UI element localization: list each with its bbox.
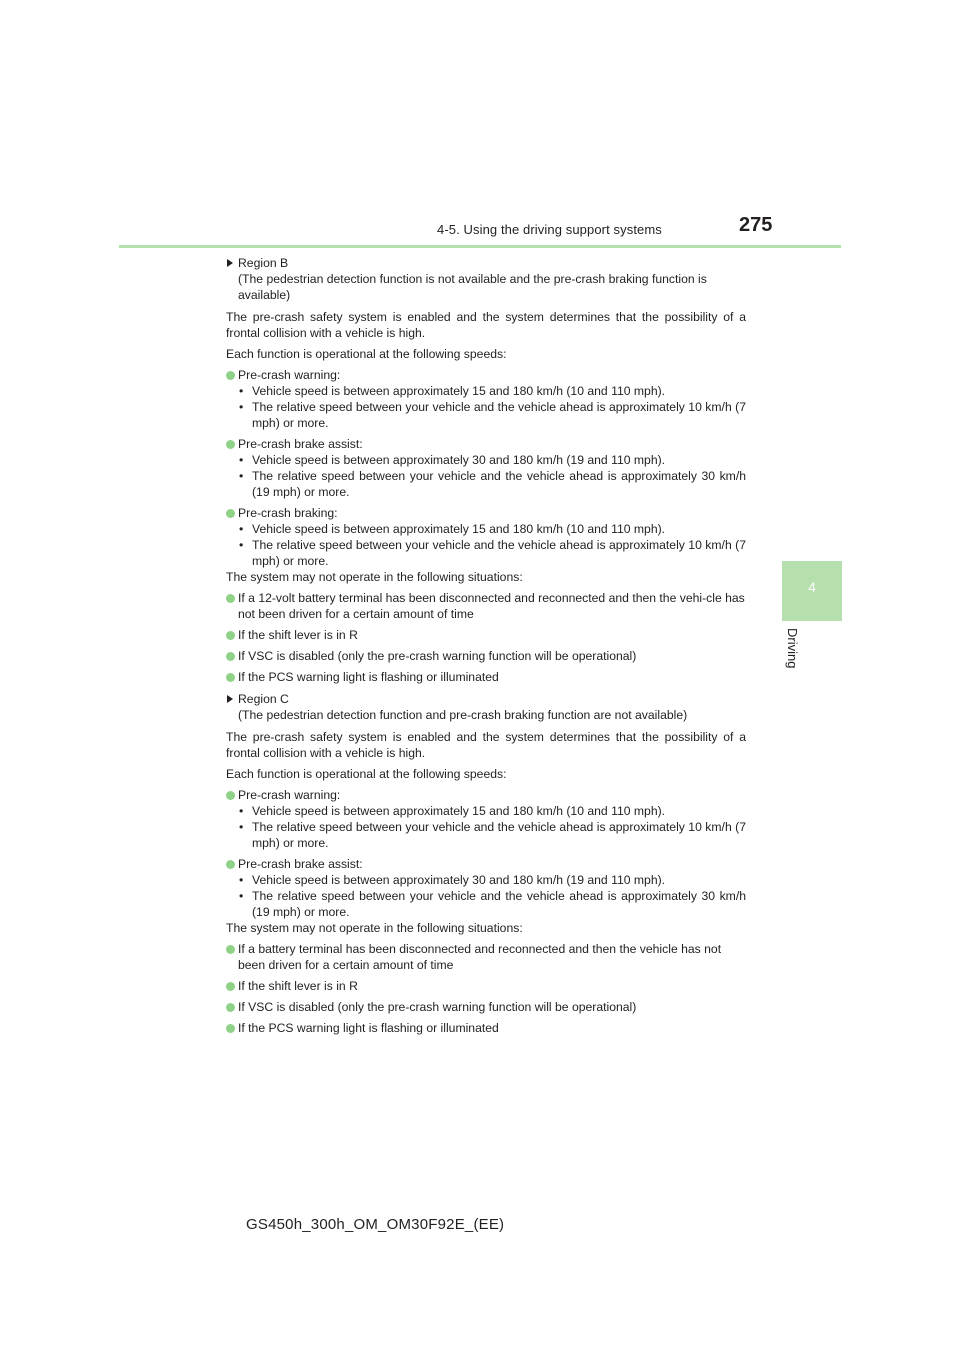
list-item	[226, 505, 746, 521]
sub-list-item: • The relative speed between your vehicle and the vehicle ahead is approximately 10 km/h (7 mph) or more.	[239, 538, 746, 568]
list-item	[226, 941, 746, 973]
bullet-icon	[226, 982, 235, 991]
list-item	[226, 856, 746, 872]
situation-text: If a 12-volt battery terminal has been disconnected and reconnected and then the vehi-cle has not been driven for a certain amount of time	[238, 591, 745, 621]
function-label: Pre-crash braking:	[238, 506, 338, 520]
sub-list-item: • Vehicle speed is between approximately 15 and 180 km/h (10 and 110 mph).	[239, 384, 666, 398]
paragraph: Each function is operational at the following speeds:	[226, 347, 507, 361]
region-heading	[226, 255, 746, 303]
bullet-icon	[226, 945, 235, 954]
paragraph: The pre-crash safety system is enabled and the system determines that the possibility of a frontal collision with a vehicle is high.	[226, 730, 746, 760]
sub-item-text: The relative speed between your vehicle and the vehicle ahead is approximately 10 km/h (7 mph) or more.	[252, 400, 746, 430]
sub-item-text: Vehicle speed is between approximately 15 and 180 km/h (10 and 110 mph).	[252, 384, 666, 398]
function-label: Pre-crash warning:	[238, 368, 341, 382]
situation-text: If the shift lever is in R	[238, 979, 358, 993]
bullet-icon	[226, 860, 235, 869]
region-note: (The pedestrian detection function and pre-crash braking function are not available)	[238, 708, 688, 722]
paragraph: The system may not operate in the following situations:	[226, 570, 523, 584]
sub-item-text: Vehicle speed is between approximately 15 and 180 km/h (10 and 110 mph).	[252, 522, 666, 536]
list-item	[226, 669, 746, 685]
page-number: 275	[739, 214, 773, 236]
triangle-right-icon	[227, 695, 233, 703]
sub-list-item: • The relative speed between your vehicle and the vehicle ahead is approximately 30 km/h (19 mph) or more.	[239, 889, 746, 919]
triangle-right-icon	[227, 259, 233, 267]
list-item	[226, 367, 746, 383]
sub-list-item: • Vehicle speed is between approximately 15 and 180 km/h (10 and 110 mph).	[239, 522, 666, 536]
list-item	[226, 590, 746, 622]
sub-list-item: • The relative speed between your vehicle and the vehicle ahead is approximately 30 km/h (19 mph) or more.	[239, 469, 746, 499]
sub-list-item: • Vehicle speed is between approximately 30 and 180 km/h (19 and 110 mph).	[239, 453, 666, 467]
sub-item-text: Vehicle speed is between approximately 30 and 180 km/h (19 and 110 mph).	[252, 453, 666, 467]
bullet-icon	[226, 652, 235, 661]
bullet-icon	[226, 371, 235, 380]
sub-list-item: • Vehicle speed is between approximately 15 and 180 km/h (10 and 110 mph).	[239, 804, 666, 818]
header-divider	[119, 245, 841, 248]
sub-item-text: The relative speed between your vehicle and the vehicle ahead is approximately 10 km/h (7 mph) or more.	[252, 538, 746, 568]
paragraph: Each function is operational at the following speeds:	[226, 767, 507, 781]
region-heading	[226, 691, 746, 723]
sub-item-text: Vehicle speed is between approximately 15 and 180 km/h (10 and 110 mph).	[252, 804, 666, 818]
situation-text: If VSC is disabled (only the pre-crash warning function will be operational)	[238, 649, 637, 663]
situation-text: If a battery terminal has been disconnected and reconnected and then the vehicle has not been driven for a certain amount of time	[238, 942, 722, 972]
list-item	[226, 999, 746, 1015]
region-title: Region B	[238, 256, 289, 270]
list-item	[226, 978, 746, 994]
bullet-icon	[226, 791, 235, 800]
list-item	[226, 627, 746, 643]
document-code: GS450h_300h_OM_OM30F92E_(EE)	[246, 1216, 505, 1233]
sub-item-text: Vehicle speed is between approximately 30 and 180 km/h (19 and 110 mph).	[252, 873, 666, 887]
chapter-number: 4	[808, 579, 816, 595]
bullet-icon	[226, 631, 235, 640]
situation-text: If VSC is disabled (only the pre-crash warning function will be operational)	[238, 1000, 637, 1014]
bullet-icon	[226, 1024, 235, 1033]
region-title: Region C	[238, 692, 289, 706]
bullet-icon	[226, 673, 235, 682]
list-item	[226, 436, 746, 452]
chapter-tab[interactable]	[782, 561, 842, 621]
main-content	[226, 255, 746, 1036]
bullet-icon	[226, 509, 235, 518]
sub-list-item: • The relative speed between your vehicle and the vehicle ahead is approximately 10 km/h (7 mph) or more.	[239, 400, 746, 430]
function-label: Pre-crash brake assist:	[238, 857, 363, 871]
function-label: Pre-crash brake assist:	[238, 437, 363, 451]
list-item	[226, 1020, 746, 1036]
situation-text: If the shift lever is in R	[238, 628, 358, 642]
chapter-label	[786, 628, 802, 688]
situation-text: If the PCS warning light is flashing or illuminated	[238, 670, 499, 684]
section-title: 4-5. Using the driving support systems	[437, 222, 662, 237]
paragraph: The system may not operate in the following situations:	[226, 921, 523, 935]
list-item	[226, 787, 746, 803]
sub-list-item: • Vehicle speed is between approximately 30 and 180 km/h (19 and 110 mph).	[239, 873, 666, 887]
sub-list-item: • The relative speed between your vehicle and the vehicle ahead is approximately 10 km/h (7 mph) or more.	[239, 820, 746, 850]
list-item	[226, 648, 746, 664]
region-note: (The pedestrian detection function is not available and the pre-crash braking function is available)	[238, 272, 707, 302]
sub-item-text: The relative speed between your vehicle and the vehicle ahead is approximately 30 km/h (19 mph) or more.	[252, 889, 746, 919]
sub-item-text: The relative speed between your vehicle and the vehicle ahead is approximately 30 km/h (19 mph) or more.	[252, 469, 746, 499]
chapter-label-text: Driving	[785, 628, 800, 669]
paragraph: The pre-crash safety system is enabled and the system determines that the possibility of a frontal collision with a vehicle is high.	[226, 310, 746, 340]
bullet-icon	[226, 594, 235, 603]
situation-text: If the PCS warning light is flashing or illuminated	[238, 1021, 499, 1035]
bullet-icon	[226, 1003, 235, 1012]
bullet-icon	[226, 440, 235, 449]
sub-item-text: The relative speed between your vehicle and the vehicle ahead is approximately 10 km/h (7 mph) or more.	[252, 820, 746, 850]
function-label: Pre-crash warning:	[238, 788, 341, 802]
